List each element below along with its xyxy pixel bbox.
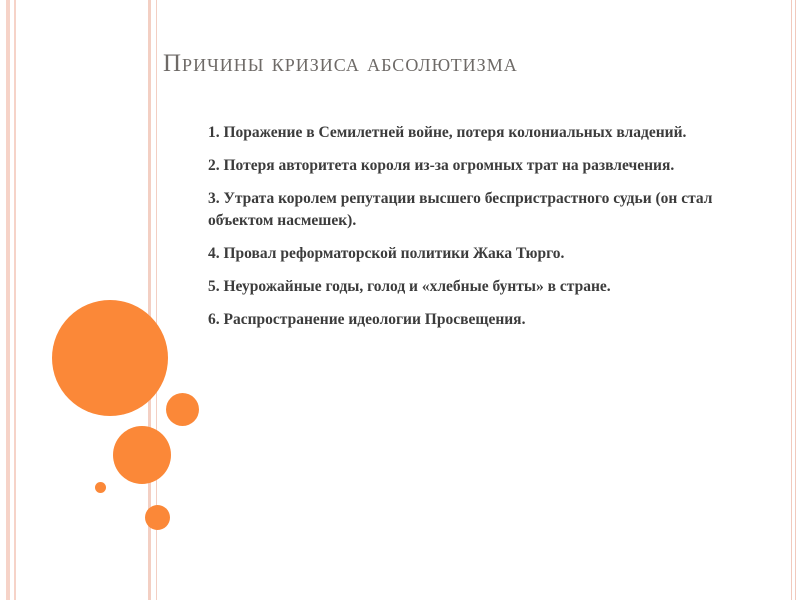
list-item: 5. Неурожайные годы, голод и «хлебные бунты» в стране. — [208, 278, 611, 295]
decorative-circle-small — [145, 505, 170, 530]
decorative-circle-large — [52, 300, 168, 416]
decorative-stripe — [14, 0, 16, 600]
list-item: 3. Утрата королем репутации высшего беспристрастного судьи (он стал объектом насмешек). — [208, 190, 713, 229]
decorative-circle-tiny — [95, 482, 106, 493]
list-item: 1. Поражение в Семилетней войне, потеря колониальных владений. — [208, 124, 687, 141]
cause-list — [208, 122, 743, 342]
decorative-circle-medium — [113, 426, 171, 484]
decorative-stripe — [6, 0, 10, 600]
decorative-circle-small — [166, 393, 199, 426]
border-line — [791, 0, 792, 600]
list-item: 2. Потеря авторитета короля из-за огромных трат на развлечения. — [208, 157, 675, 174]
list-item: 6. Распространение идеологии Просвещения. — [208, 311, 526, 328]
border-line — [795, 0, 796, 600]
list-item: 4. Провал реформаторской политики Жака Тюрго. — [208, 245, 565, 262]
slide-title: Причины кризиса абсолютизма — [163, 50, 518, 77]
